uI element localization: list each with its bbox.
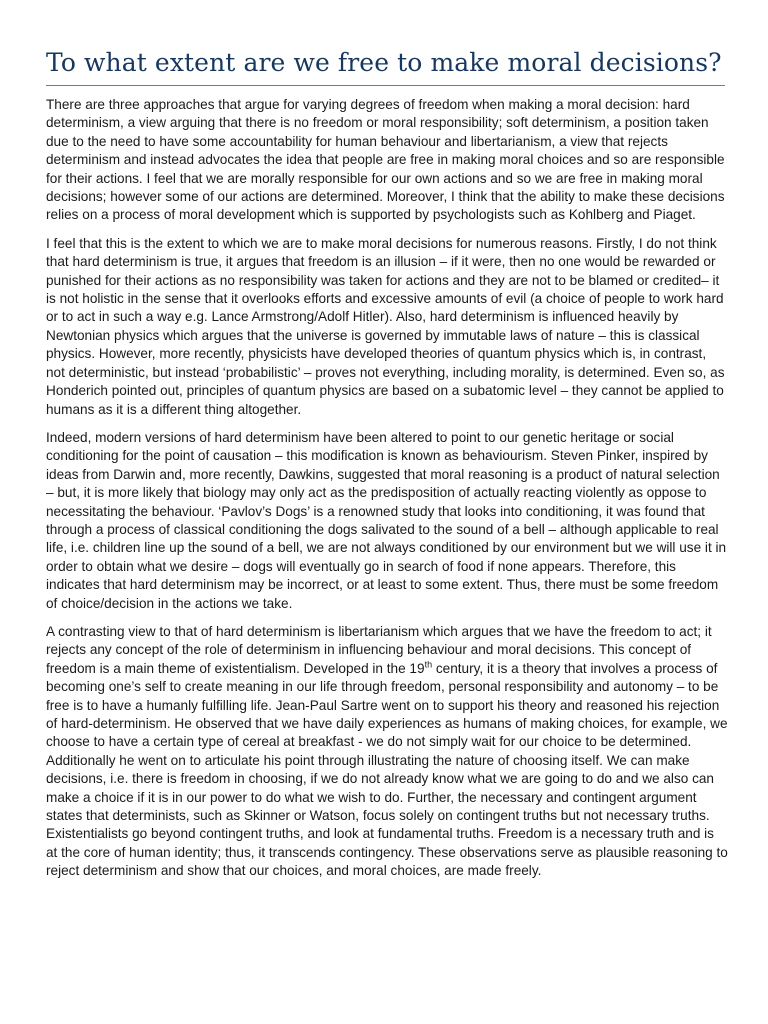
paragraph-4-part-1: A contrasting view to that of hard determinism is libertarianism which argues that we have the freedom to act; it rejects any concept of the role of determinism in influencing behaviour and moral decisions. This concept of freedom is a main theme of existentialism. Developed in the 19: [46, 623, 712, 676]
paragraph-4: [46, 623, 728, 881]
paragraph-1: There are three approaches that argue for varying degrees of freedom when making a moral decision: hard determinism, a view arguing that there is no freedom or moral responsibility; soft determinism, a position taken due to the need to have some accountability for human behaviour and libertarianism, a view that rejects determinism and instead advocates the idea that people are free in making moral choices and so are responsible for their actions. I feel that we are morally responsible for our own actions and so we are free in making moral decisions; however some of our actions are determined. Moreover, I think that the ability to make these decisions relies on a process of moral development which is supported by psychologists such as Kohlberg and Piaget.: [46, 97, 725, 223]
ordinal-suffix: th: [424, 659, 433, 670]
paragraph-2: I feel that this is the extent to which we are to make moral decisions for numerous reasons. Firstly, I do not think that hard determinism is true, it argues that freedom is an illusion – if it were, then no one would be rewarded or punished for their actions as no responsibility was taken for actions and they are not to be blamed or credited– it is not holistic in the sense that it overlooks efforts and excessive amounts of evil (a choice of people to work hard or to act in such a way e.g. Lance Armstrong/Adolf Hitler). Also, hard determinism is influenced heavily by Newtonian physics which argues that the universe is governed by immutable laws of nature – this is classical physics. However, more recently, physicists have developed theories of quantum physics which is, in contrast, not deterministic, but instead ‘probabilistic’ – proves not everything, including morality, is determined. Even so, as Honderich pointed out, principles of quantum physics are based on a subatomic level – they cannot be applied to humans as it is a different thing altogether.: [46, 235, 725, 417]
paragraph-3: Indeed, modern versions of hard determinism have been altered to point to our genetic heritage or social conditioning for the point of causation – this modification is known as behaviourism. Steven Pinker, inspired by ideas from Darwin and, more recently, Dawkins, suggested that moral reasoning is a product of natural selection – but, it is more likely that biology may only act as the predisposition of actually reacting violently as oppose to necessitating the behaviour. ‘Pavlov’s Dogs’ is a renowned study that looks into conditioning, it was found that through a process of classical conditioning the dogs salivated to the sound of a bell – although applicable to real life, i.e. children line up the sound of a bell, we are not always conditioned by our environment but we will use it in order to obtain what we desire – dogs will eventually go in search of food if none appears. Therefore, this indicates that hard determinism may be incorrect, or at least to some extent. Thus, there must be some freedom of choice/decision in the actions we take.: [46, 429, 727, 611]
paragraph-4-part-2: century, it is a theory that involves a process of becoming one’s self to create meaning in our life through freedom, personal responsibility and autonomy – to be free is to have a humanly fulfilling life. Jean-Paul Sartre went on to support his theory and reasoned his rejection of hard-determinism. He observed that we have daily experiences as humans of making choices, for example, we choose to have a certain type of cereal at breakfast - we do not simply wait for our choice to be determined. Additionally he went on to articulate his point through illustrating the nature of choosing itself. We can make decisions, i.e. there is freedom in choosing, if we do not already know what we are going to do and we also can make a choice if it is in our power to do what we wish to do. Further, the necessary and contingent argument states that determinists, such as Skinner or Watson, focus solely on contingent truths but not necessary truths. Existentialists go beyond contingent truths, and look at fundamental truths. Freedom is a necessary truth and is at the core of human identity; thus, it transcends contingency. These observations serve as plausible reasoning to reject determinism and show that our choices, and moral choices, are made freely.: [46, 660, 728, 879]
document-body: [46, 96, 728, 891]
document-title: To what extent are we free to make moral decisions?: [46, 48, 722, 77]
title-underline: [46, 85, 725, 86]
